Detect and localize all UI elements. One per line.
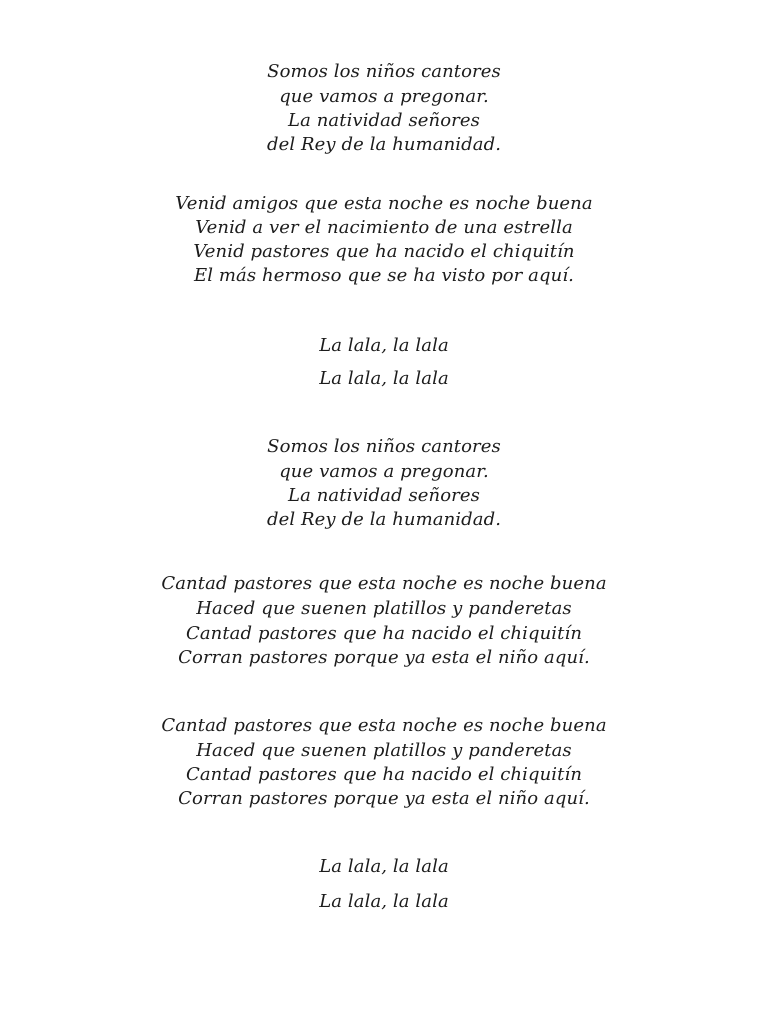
lyric-line: que vamos a pregonar. <box>279 86 489 107</box>
lyric-line: La natividad señores <box>288 485 480 506</box>
lyric-line: Venid pastores que ha nacido el chiquitín <box>193 241 575 262</box>
lyric-line: Venid a ver el nacimiento de una estrella <box>195 217 573 238</box>
lyric-line: La lala, la lala <box>319 891 449 912</box>
lyric-line: Haced que suenen platillos y panderetas <box>196 598 572 619</box>
lyric-line: La lala, la lala <box>319 335 449 356</box>
lyric-line: Corran pastores porque ya esta el niño aquí. <box>178 647 590 668</box>
lyric-line: La lala, la lala <box>319 368 449 389</box>
lyric-line: Venid amigos que esta noche es noche buena <box>175 193 593 214</box>
lyric-line: del Rey de la humanidad. <box>266 134 502 155</box>
lyric-line: Corran pastores porque ya esta el niño aquí. <box>178 788 590 809</box>
lyric-line: del Rey de la humanidad. <box>266 509 502 530</box>
lyric-line: Somos los niños cantores <box>267 61 501 82</box>
lyric-line: Cantad pastores que ha nacido el chiquitín <box>185 623 583 644</box>
lyric-line: que vamos a pregonar. <box>279 461 489 482</box>
lyric-line: Somos los niños cantores <box>267 436 501 457</box>
lyric-line: El más hermoso que se ha visto por aquí. <box>193 265 575 286</box>
lyric-line: Haced que suenen platillos y panderetas <box>196 740 572 761</box>
lyric-line: La natividad señores <box>288 110 480 131</box>
lyric-line: Cantad pastores que esta noche es noche buena <box>161 715 607 736</box>
lyric-line: Cantad pastores que ha nacido el chiquitín <box>185 764 583 785</box>
lyric-line: Cantad pastores que esta noche es noche buena <box>161 573 607 594</box>
lyric-line: La lala, la lala <box>319 856 449 877</box>
